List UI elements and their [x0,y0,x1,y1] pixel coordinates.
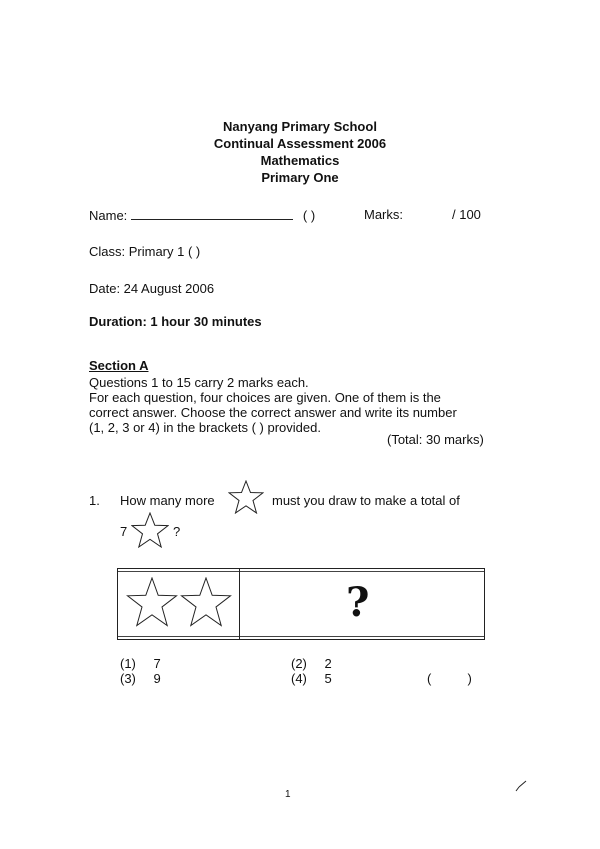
assessment-title: Continual Assessment 2006 [213,136,387,151]
option-number: (3) [120,671,136,686]
option-value: 2 [324,656,332,671]
subject-title: Mathematics [260,153,340,168]
option-2 [291,656,332,671]
instruction-line-2: For each question, four choices are given. One of them is the [89,390,441,405]
name-row [89,207,315,223]
option-value: 9 [153,671,161,686]
box-inner-bottom-line [118,636,484,637]
level-title: Primary One [261,170,339,185]
star-icon [180,577,232,627]
class-label: Class: Primary 1 ( ) [89,244,201,259]
pen-mark-icon [515,780,527,792]
star-icon [228,480,264,514]
section-title: Section A [89,358,149,373]
section-instructions [89,375,489,435]
question-figure-box [117,568,485,640]
star-icon [126,577,178,627]
option-number: (2) [291,656,307,671]
box-divider [239,569,240,639]
marks-label: Marks: [364,207,403,222]
unknown-question-mark: ? [346,579,370,626]
option-value: 5 [324,671,332,686]
paper-header [0,118,600,186]
instruction-line-4: (1, 2, 3 or 4) in the brackets ( ) provided. [89,420,321,435]
star-icon [131,512,169,548]
question-text-d: ? [173,524,181,539]
page-number: 1 [285,789,291,800]
question-text-c: 7 [120,524,128,539]
option-value: 7 [153,656,161,671]
name-label: Name: [89,208,128,223]
box-inner-top-line [118,571,484,572]
question-text-b: must you draw to make a total of [272,493,460,508]
question-text-a: How many more [120,493,215,508]
school-name: Nanyang Primary School [223,119,377,134]
name-blank [131,207,293,220]
answer-brackets[interactable]: ( ) [427,671,472,686]
option-4 [291,671,332,686]
instruction-line-1: Questions 1 to 15 carry 2 marks each. [89,375,309,390]
option-3 [120,671,161,686]
option-number: (4) [291,671,307,686]
date-label: Date: 24 August 2006 [89,281,215,296]
name-index-brackets: ( ) [302,208,316,223]
option-number: (1) [120,656,136,671]
marks-total: / 100 [452,207,481,222]
option-1 [120,656,161,671]
section-total: (Total: 30 marks) [387,432,484,447]
duration-label: Duration: 1 hour 30 minutes [89,314,262,329]
instruction-line-3: correct answer. Choose the correct answer and write its number [89,405,457,420]
question-number: 1. [89,493,100,508]
